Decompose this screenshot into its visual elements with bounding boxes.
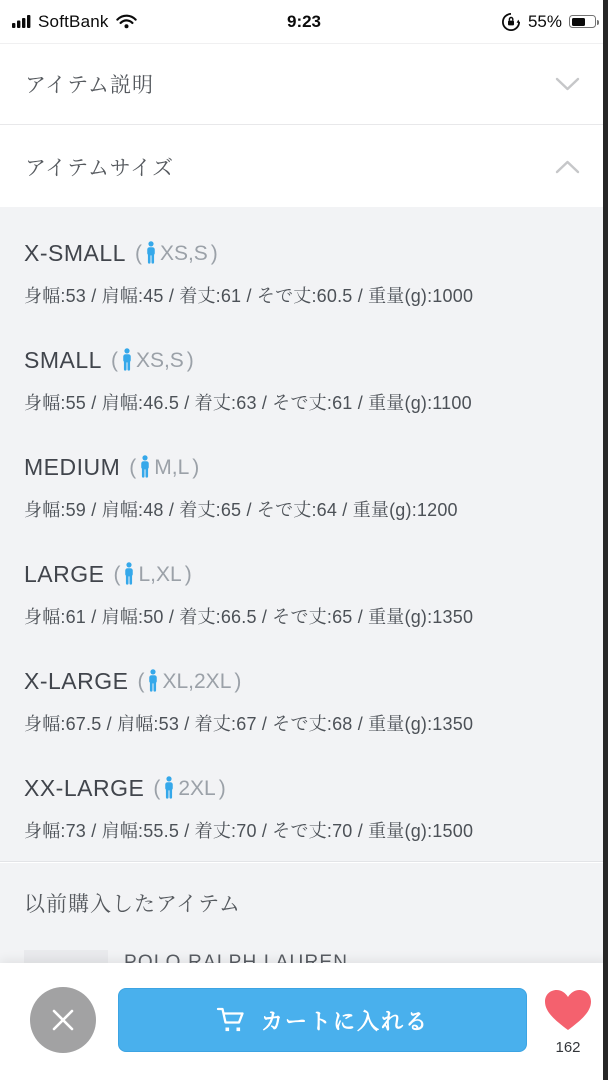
battery-icon xyxy=(569,15,596,28)
size-row-large xyxy=(24,561,588,629)
size-specs: 身幅:55 / 肩幅:46.5 / 着丈:63 / そで丈:61 / 重量(g):1100 xyxy=(24,393,472,413)
size-name: XX-LARGE xyxy=(24,775,145,801)
add-to-cart-button[interactable] xyxy=(118,988,527,1052)
clock: 9:23 xyxy=(286,11,322,31)
paren-open: ( xyxy=(110,348,118,372)
close-button[interactable] xyxy=(30,987,96,1053)
size-specs: 身幅:67.5 / 肩幅:53 / 着丈:67 / そで丈:68 / 重量(g):1350 xyxy=(24,714,474,734)
paren-close: ) xyxy=(218,776,226,800)
fit-label: XS,S xyxy=(159,241,208,265)
size-specs: 身幅:61 / 肩幅:50 / 着丈:66.5 / そで丈:65 / 重量(g):1350 xyxy=(24,607,474,627)
person-icon xyxy=(145,241,157,266)
favorite-button[interactable] xyxy=(540,988,596,1056)
section-title: 以前購入したアイテム xyxy=(24,893,242,916)
accordion-label: アイテムサイズ xyxy=(25,156,174,180)
size-list xyxy=(0,207,608,862)
chevron-up-icon xyxy=(555,159,580,174)
size-row-medium xyxy=(24,454,588,522)
add-to-cart-label: カートに入れる xyxy=(260,1008,429,1034)
screen-edge-strip xyxy=(603,0,608,1080)
close-icon xyxy=(49,1006,77,1034)
size-specs: 身幅:53 / 肩幅:45 / 着丈:61 / そで丈:60.5 / 重量(g):1000 xyxy=(24,286,474,306)
paren-close: ) xyxy=(210,241,218,265)
person-icon xyxy=(139,455,151,480)
size-name: X-SMALL xyxy=(24,240,126,266)
size-name: LARGE xyxy=(24,561,105,587)
fit-label: 2XL xyxy=(178,776,216,800)
accordion-item-description[interactable] xyxy=(0,44,608,125)
size-row-x-small xyxy=(24,240,588,308)
paren-close: ) xyxy=(234,669,242,693)
paren-open: ( xyxy=(129,455,137,479)
cart-icon xyxy=(216,1006,247,1034)
fit-label: M,L xyxy=(154,455,190,479)
paren-close: ) xyxy=(184,562,192,586)
size-specs: 身幅:59 / 肩幅:48 / 着丈:65 / そで丈:64 / 重量(g):1200 xyxy=(24,500,458,520)
paren-open: ( xyxy=(134,241,142,265)
bottom-action-bar xyxy=(0,963,608,1080)
person-icon xyxy=(123,562,135,587)
person-icon xyxy=(121,348,133,373)
wifi-icon xyxy=(116,14,137,29)
orientation-lock-icon xyxy=(501,12,521,32)
carrier-label: SoftBank xyxy=(38,11,109,31)
size-row-small xyxy=(24,347,588,415)
size-specs: 身幅:73 / 肩幅:55.5 / 着丈:70 / そで丈:70 / 重量(g):1500 xyxy=(24,821,474,841)
cell-signal-icon xyxy=(12,15,31,28)
size-name: MEDIUM xyxy=(24,454,121,480)
person-icon xyxy=(163,776,175,801)
accordion-item-size[interactable] xyxy=(0,126,608,207)
status-bar xyxy=(0,0,608,44)
size-name: SMALL xyxy=(24,347,102,373)
heart-icon xyxy=(543,988,593,1032)
paren-close: ) xyxy=(186,348,194,372)
paren-open: ( xyxy=(137,669,145,693)
chevron-down-icon xyxy=(555,77,580,92)
person-icon xyxy=(147,669,159,694)
paren-close: ) xyxy=(192,455,200,479)
fit-label: XL,2XL xyxy=(162,669,232,693)
favorite-count: 162 xyxy=(555,1039,581,1056)
paren-open: ( xyxy=(113,562,121,586)
size-row-x-large xyxy=(24,668,588,736)
fit-label: XS,S xyxy=(135,348,184,372)
paren-open: ( xyxy=(153,776,161,800)
fit-label: L,XL xyxy=(138,562,182,586)
accordion-label: アイテム説明 xyxy=(25,74,155,97)
size-row-xx-large xyxy=(24,775,588,843)
battery-percent-label: 55% xyxy=(527,11,562,31)
size-name: X-LARGE xyxy=(24,668,129,694)
